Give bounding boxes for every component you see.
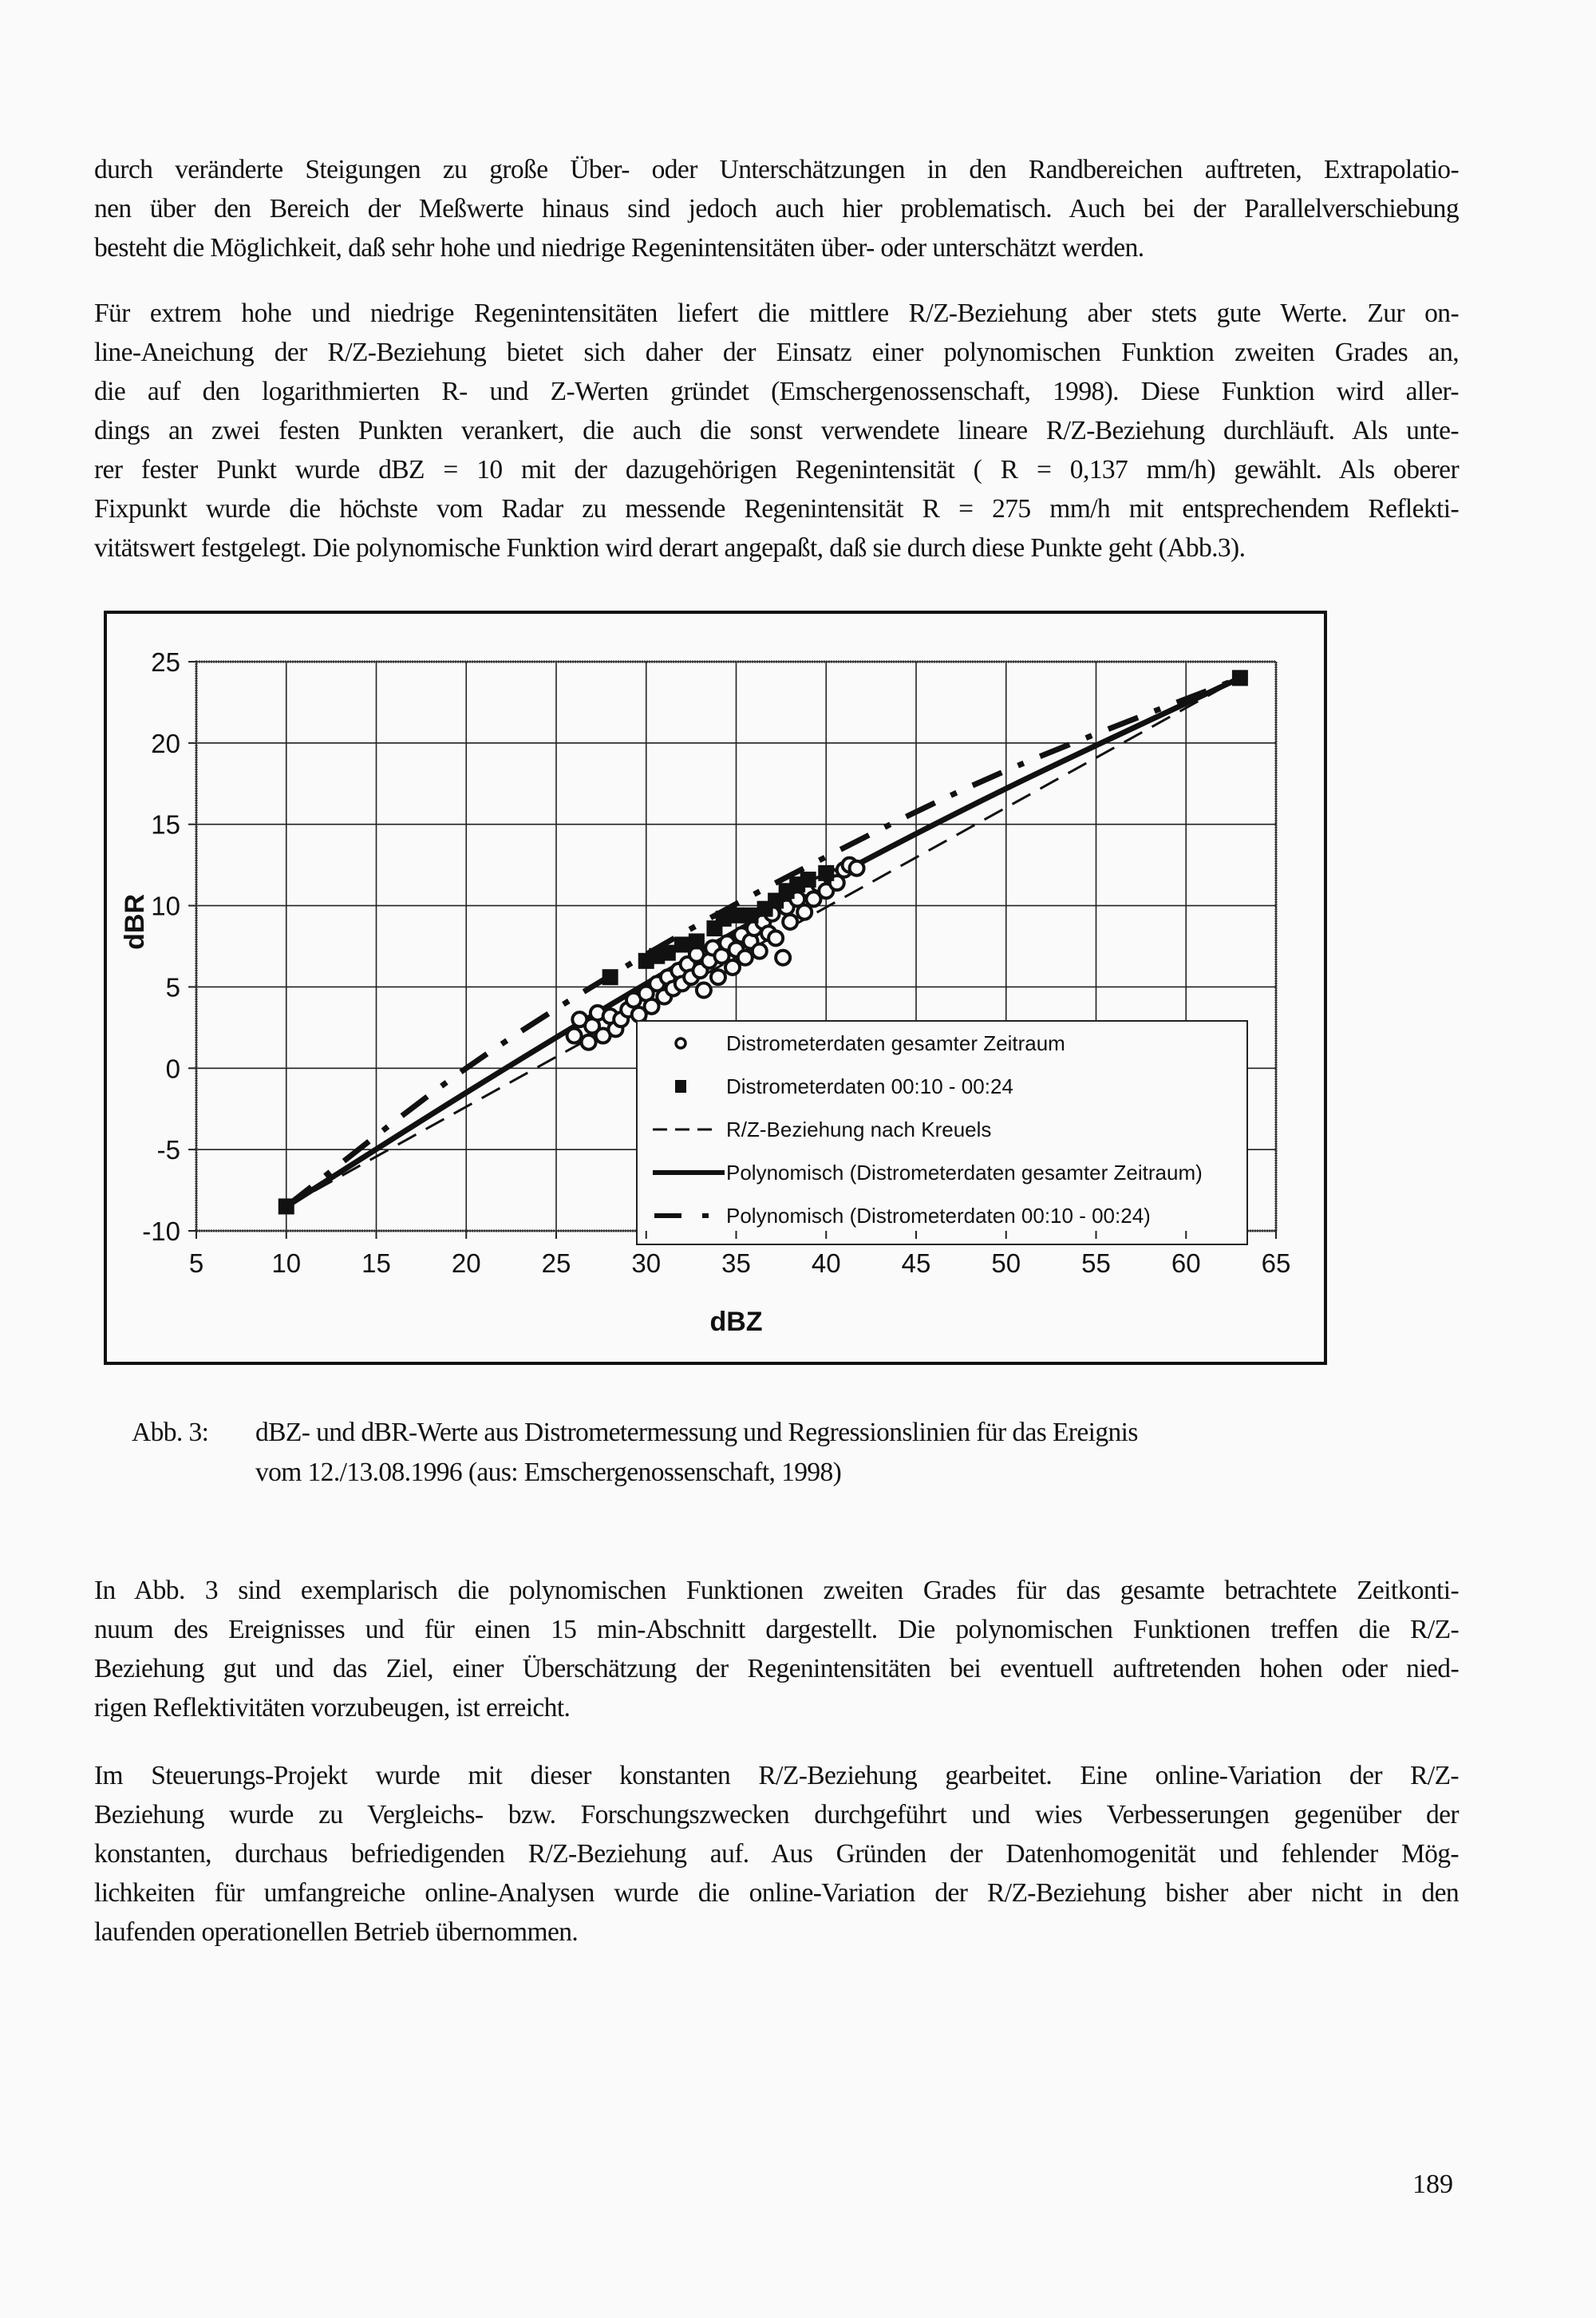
text-line: Beziehung wurde zu Vergleichs- bzw. Forschungszwecken durchgeführt und wies Verbesserungen gegenüber der <box>94 1800 1459 1829</box>
x-tick-label: 45 <box>901 1248 931 1278</box>
x-tick-label: 35 <box>721 1248 751 1278</box>
x-tick-label: 55 <box>1081 1248 1111 1278</box>
legend-label: Polynomisch (Distrometerdaten gesamter Zeitraum) <box>726 1161 1203 1185</box>
text-line: dings an zwei festen Punkten verankert, die auch die sonst verwendete lineare R/Z-Beziehung durchläuft. Als unte- <box>94 416 1459 445</box>
y-tick-label: 10 <box>151 891 180 921</box>
text-line: line-Aneichung der R/Z-Beziehung bietet sich daher der Einsatz einer polynomischen Funktion zweiten Grades an, <box>94 338 1459 367</box>
text-line: konstanten, durchaus befriedigenden R/Z-Beziehung auf. Aus Gründen der Datenhomogenität und fehlender Mög- <box>94 1839 1459 1869</box>
figure-frame <box>104 611 1327 1365</box>
data-point-square <box>800 872 816 888</box>
paragraph-2 <box>94 294 1459 568</box>
legend <box>637 1021 1247 1244</box>
data-point-circle <box>738 951 753 965</box>
caption-label: Abb. 3: <box>132 1418 209 1447</box>
y-tick-label: -10 <box>142 1216 180 1246</box>
text-line: In Abb. 3 sind exemplarisch die polynomischen Funktionen zweiten Grades für das gesamte betrachtete Zeitkonti- <box>94 1576 1459 1605</box>
x-tick-label: 20 <box>451 1248 481 1278</box>
data-point-square <box>602 969 618 985</box>
legend-label: Distrometerdaten 00:10 - 00:24 <box>726 1074 1013 1098</box>
text-line: Im Steuerungs-Projekt wurde mit dieser konstanten R/Z-Beziehung gearbeitet. Eine online-Variation der R/Z- <box>94 1761 1459 1790</box>
data-point-circle <box>711 970 725 984</box>
paragraph-3 <box>94 1571 1459 1727</box>
text-line: die auf den logarithmierten R- und Z-Werten gründet (Emschergenossenschaft, 1998). Diese Funktion wird aller- <box>94 377 1459 406</box>
x-tick-label: 60 <box>1171 1248 1201 1278</box>
text-line: lichkeiten für umfangreiche online-Analysen wurde die online-Variation der R/Z-Beziehung bisher aber nicht in den <box>94 1878 1459 1908</box>
data-point-circle <box>850 861 864 876</box>
caption-line: vom 12./13.08.1996 (aus: Emschergenossenschaft, 1998) <box>255 1458 842 1487</box>
paragraph-1 <box>94 150 1459 267</box>
data-point-square <box>743 908 759 924</box>
y-tick-label: 20 <box>151 728 180 758</box>
data-point-circle <box>776 951 790 965</box>
text-line: besteht die Möglichkeit, daß sehr hohe und niedrige Regenintensitäten über- oder unterschätzt werden. <box>94 233 1144 263</box>
page-number: 189 <box>1412 2170 1453 2199</box>
caption-text <box>255 1413 1325 1493</box>
data-point-square <box>729 908 745 924</box>
data-point-circle <box>697 983 711 998</box>
y-tick-label: 15 <box>151 809 180 840</box>
text-line: rer fester Punkt wurde dBZ = 10 mit der dazugehörigen Regenintensität ( R = 0,137 mm/h) gewählt. Als oberer <box>94 455 1459 485</box>
data-point-square <box>279 1198 294 1214</box>
data-point-circle <box>645 999 659 1014</box>
paragraph-4 <box>94 1756 1459 1952</box>
data-point-square <box>818 865 834 881</box>
data-point-square <box>1232 670 1248 686</box>
x-tick-label: 25 <box>541 1248 571 1278</box>
caption-line: dBZ- und dBR-Werte aus Distrometermessung und Regressionslinien für das Ereignis <box>255 1418 1138 1447</box>
data-point-circle <box>582 1035 596 1050</box>
x-tick-label: 15 <box>361 1248 391 1278</box>
data-point-circle <box>567 1029 582 1043</box>
legend-circle-icon <box>676 1038 685 1048</box>
x-tick-label: 40 <box>811 1248 841 1278</box>
legend-label: Distrometerdaten gesamter Zeitraum <box>726 1031 1065 1055</box>
text-line: laufenden operationellen Betrieb übernommen. <box>94 1917 579 1947</box>
legend-label: Polynomisch (Distrometerdaten 00:10 - 00:24) <box>726 1204 1151 1228</box>
y-axis-title: dBR <box>120 893 150 950</box>
text-line: nen über den Bereich der Meßwerte hinaus sind jedoch auch hier problematisch. Auch bei der Parallelverschiebung <box>94 194 1459 223</box>
x-axis-title: dBZ <box>709 1307 763 1337</box>
x-tick-label: 10 <box>271 1248 302 1278</box>
y-tick-label: 25 <box>151 647 180 677</box>
text-line: Für extrem hohe und niedrige Regenintensitäten liefert die mittlere R/Z-Beziehung aber stets gute Werte. Zur on- <box>94 299 1459 328</box>
data-point-square <box>660 945 676 961</box>
data-point-circle <box>797 905 812 920</box>
data-point-circle <box>783 915 797 929</box>
scatter-chart <box>107 614 1330 1368</box>
data-point-circle <box>753 944 767 959</box>
y-tick-label: 5 <box>165 972 180 1003</box>
x-tick-label: 65 <box>1261 1248 1291 1278</box>
text-line: Fixpunkt wurde die höchste vom Radar zu messende Regenintensität R = 275 mm/h mit entsprechendem Reflekti- <box>94 494 1459 524</box>
data-point-circle <box>725 960 740 975</box>
text-line: nuum des Ereignisses und für einen 15 min-Abschnitt dargestellt. Die polynomischen Funktionen treffen die R/Z- <box>94 1615 1459 1644</box>
x-tick-label: 30 <box>631 1248 662 1278</box>
text-line: vitätswert festgelegt. Die polynomische Funktion wird derart angepaßt, daß sie durch diese Punkte geht (Abb.3). <box>94 533 1246 563</box>
legend-square-icon <box>675 1080 686 1093</box>
y-tick-label: 0 <box>165 1054 180 1084</box>
text-line: rigen Reflektivitäten vorzubeugen, ist erreicht. <box>94 1693 571 1723</box>
x-tick-label: 5 <box>188 1248 204 1278</box>
text-line: durch veränderte Steigungen zu große Über- oder Unterschätzungen in den Randbereichen auftreten, Extrapolatio- <box>94 155 1459 184</box>
legend-label: R/Z-Beziehung nach Kreuels <box>726 1117 992 1141</box>
x-tick-label: 50 <box>991 1248 1021 1278</box>
data-point-square <box>674 936 690 952</box>
text-line: Beziehung gut und das Ziel, einer Überschätzung der Regenintensitäten bei eventuell auftretenden hohen oder nied- <box>94 1654 1459 1683</box>
data-point-circle <box>768 931 783 945</box>
y-tick-label: -5 <box>156 1135 180 1165</box>
data-point-square <box>689 933 705 949</box>
